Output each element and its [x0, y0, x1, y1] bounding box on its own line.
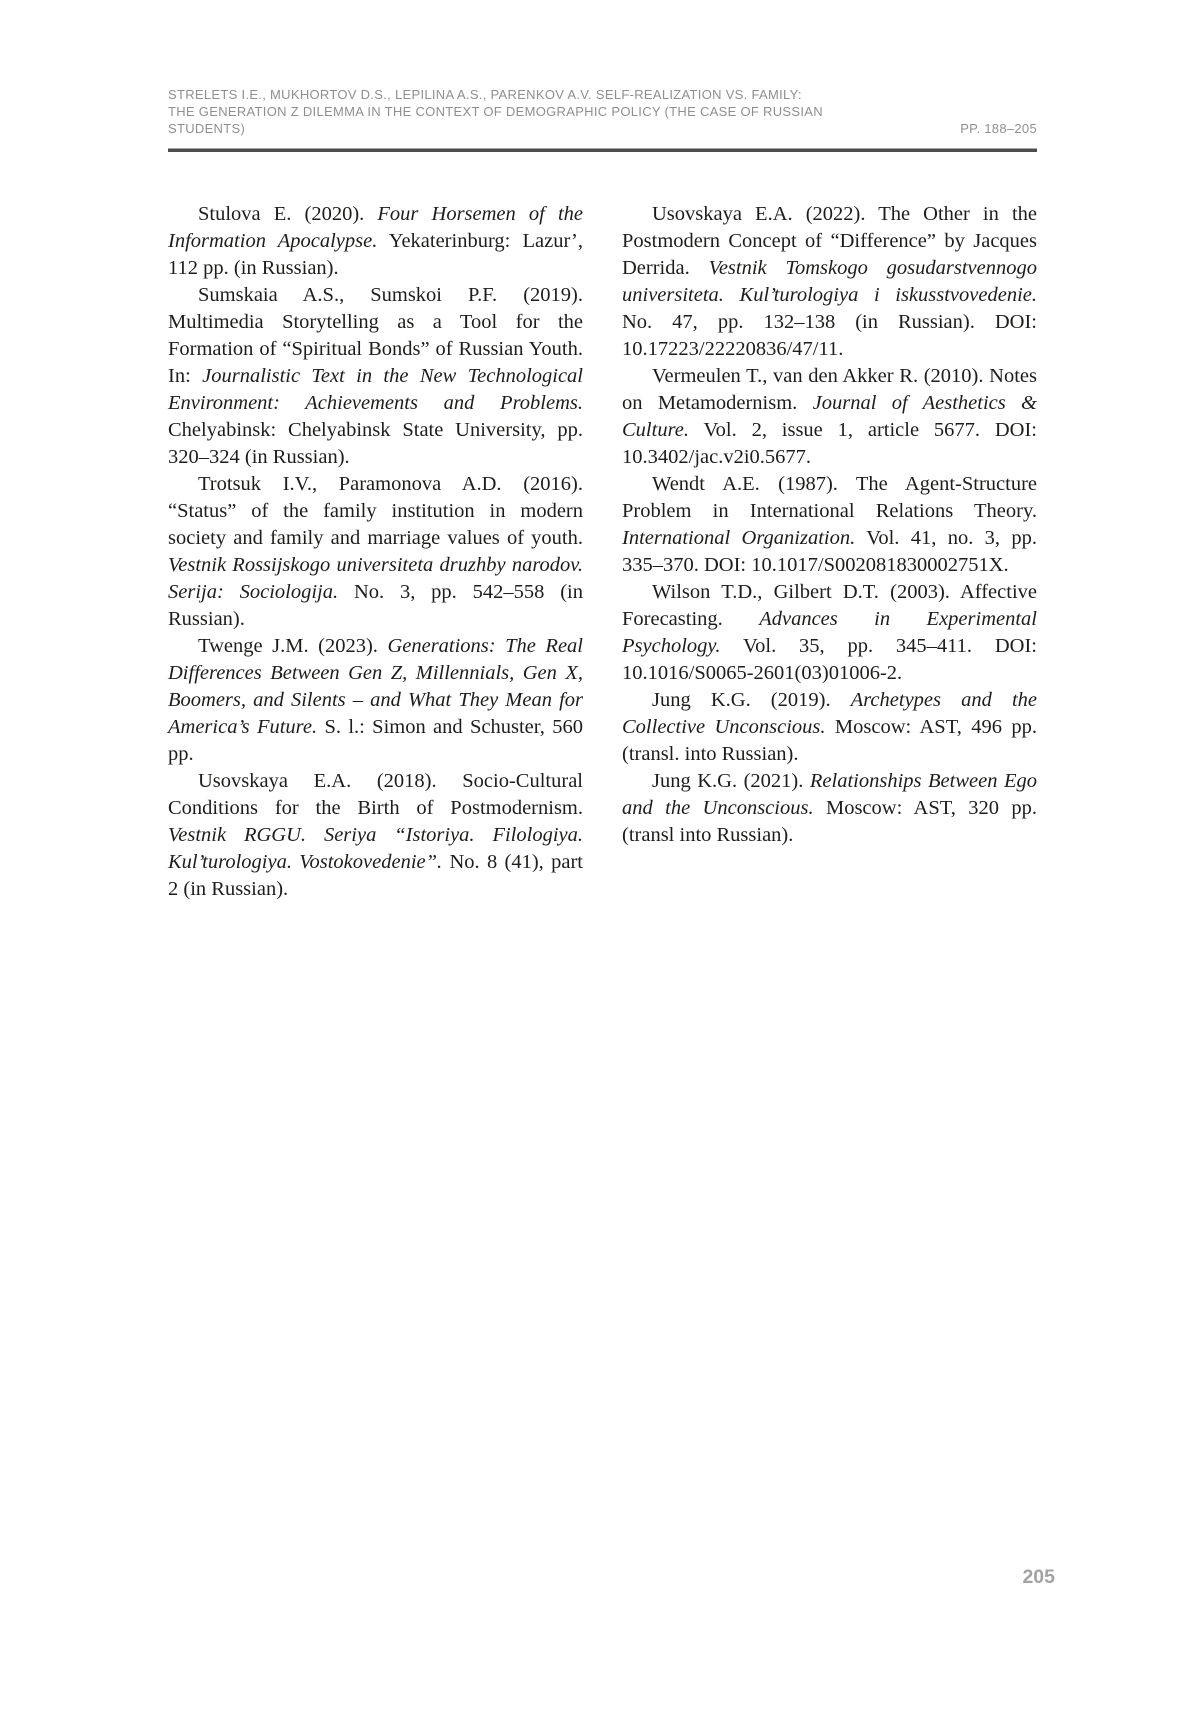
running-head-line1: STRELETS I.E., MUKHORTOV D.S., LEPILINA A.S., PARENKOV A.V. SELF-REALIZATION VS. FAMILY: [168, 87, 802, 102]
reference-title-italic: Journalistic Text in the New Technological Environment: Achievements and Problems. [168, 365, 584, 414]
references-section [168, 201, 1037, 903]
reference-text: Moscow: AST, 496 pp. (transl. into Russian). [622, 716, 1037, 765]
reference-text: Vermeulen T., van den Akker R. (2010). Notes on Metamodernism. [622, 365, 1037, 414]
reference-title-italic: International Organization. [622, 527, 856, 549]
references-column-left [168, 201, 583, 903]
reference-entry [622, 579, 1037, 687]
running-head-pages: PP. 188–205 [960, 121, 1037, 136]
reference-title-italic: Vestnik Tomskogo gosudarstvennogo universiteta. Kul’turologiya i iskusstvovedenie. [622, 257, 1038, 306]
reference-text: Jung K.G. (2019). [652, 689, 851, 711]
reference-entry [622, 201, 1037, 363]
reference-text: Vol. 41, no. 3, pp. 335–370. DOI: 10.1017/S002081830002751X. [622, 527, 1037, 576]
reference-text: Chelyabinsk: Chelyabinsk State University, pp. 320–324 (in Russian). [168, 419, 583, 468]
references-column-right [622, 201, 1037, 903]
running-head-title [168, 86, 858, 137]
reference-entry [168, 768, 583, 903]
reference-title-italic: Journal of Aesthetics & Culture. [622, 392, 1037, 441]
header-rule [168, 148, 1037, 152]
reference-text: Sumskaia A.S., Sumskoi P.F. (2019). Multimedia Storytelling as a Tool for the Formation of “Spiritual Bonds” of Russian Youth. In: [168, 284, 583, 387]
reference-entry [622, 687, 1037, 768]
reference-entry [168, 471, 583, 633]
reference-title-italic: Relationships Between Ego and the Unconscious. [622, 770, 1037, 819]
content-area [168, 86, 1037, 903]
reference-entry [168, 633, 583, 768]
reference-text: S. l.: Simon and Schuster, 560 pp. [168, 716, 583, 765]
page-number: 205 [1022, 1566, 1055, 1588]
reference-title-italic: Four Horsemen of the Information Apocalypse. [168, 203, 583, 252]
running-head-line2: THE GENERATION Z DILEMMA IN THE CONTEXT OF DEMOGRAPHIC POLICY (THE CASE OF RUSSIAN STUDENTS) [168, 104, 823, 136]
reference-text: No. 3, pp. 542–558 (in Russian). [168, 581, 583, 630]
running-head [168, 86, 1037, 137]
reference-text: Wendt A.E. (1987). The Agent-Structure Problem in International Relations Theory. [622, 473, 1037, 522]
reference-entry [168, 282, 583, 471]
reference-text: No. 8 (41), part 2 (in Russian). [168, 851, 583, 900]
reference-text: Jung K.G. (2021). [652, 770, 810, 792]
reference-title-italic: Archetypes and the Collective Unconscious. [622, 689, 1037, 738]
reference-text: Wilson T.D., Gilbert D.T. (2003). Affective Forecasting. [622, 581, 1037, 630]
reference-entry [168, 201, 583, 282]
reference-text: Vol. 35, pp. 345–411. DOI: 10.1016/S0065-2601(03)01006-2. [622, 635, 1037, 684]
reference-entry [622, 471, 1037, 579]
reference-text: Trotsuk I.V., Paramonova A.D. (2016). “Status” of the family institution in modern society and family and marriage values of youth. [168, 473, 583, 549]
reference-text: Vol. 2, issue 1, article 5677. DOI: 10.3402/jac.v2i0.5677. [622, 419, 1037, 468]
reference-entry [622, 768, 1037, 849]
reference-text: Moscow: AST, 320 pp. (transl into Russian). [622, 797, 1037, 846]
reference-title-italic: Advances in Experimental Psychology. [622, 608, 1037, 657]
reference-title-italic: Vestnik RGGU. Seriya “Istoriya. Filologiya. Kul’turologiya. Vostokovedenie”. [168, 824, 583, 873]
reference-text: Usovskaya E.A. (2022). The Other in the Postmodern Concept of “Difference” by Jacques Derrida. [622, 203, 1037, 279]
reference-title-italic: Vestnik Rossijskogo universiteta druzhby narodov. Serija: Sociologija. [168, 554, 583, 603]
reference-text: Twenge J.M. (2023). [198, 635, 388, 657]
reference-text: Usovskaya E.A. (2018). Socio-Cultural Conditions for the Birth of Postmodernism. [168, 770, 583, 819]
reference-text: No. 47, pp. 132–138 (in Russian). DOI: 10.17223/22220836/47/11. [622, 311, 1037, 360]
reference-title-italic: Generations: The Real Differences Between Gen Z, Millennials, Gen X, Boomers, and Silents – and What They Mean for America’s Future. [168, 635, 583, 738]
reference-text: Yekaterinburg: Lazur’, 112 pp. (in Russian). [168, 230, 583, 279]
reference-entry [622, 363, 1037, 471]
reference-text: Stulova E. (2020). [198, 203, 378, 225]
